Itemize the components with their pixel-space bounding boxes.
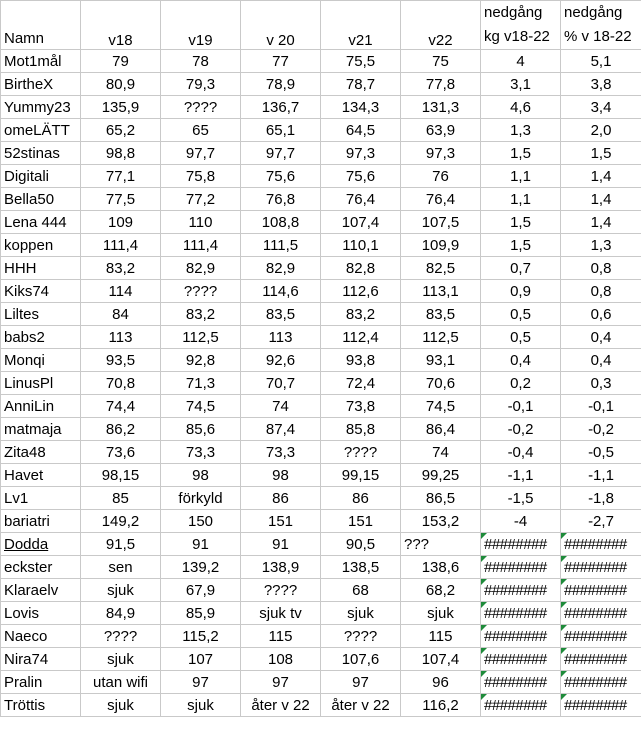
cell-kg[interactable]: 4,6 (481, 96, 561, 119)
cell-v19[interactable]: 73,3 (161, 441, 241, 464)
cell-v20[interactable]: 136,7 (241, 96, 321, 119)
cell-v19[interactable]: 110 (161, 211, 241, 234)
cell-v18[interactable]: sen (81, 556, 161, 579)
cell-v18[interactable]: 149,2 (81, 510, 161, 533)
cell-v19[interactable]: ???? (161, 280, 241, 303)
cell-name[interactable]: Lovis (1, 602, 81, 625)
cell-v19[interactable]: 85,9 (161, 602, 241, 625)
table-row (1, 395, 641, 418)
cell-name[interactable]: eckster (1, 556, 81, 579)
cell-v22[interactable]: 82,5 (401, 257, 481, 280)
table-row (1, 648, 641, 671)
cell-v21[interactable]: 76,4 (321, 188, 401, 211)
header-v21[interactable]: v21 (321, 1, 401, 50)
cell-v21[interactable]: 99,15 (321, 464, 401, 487)
cell-kg[interactable]: 0,5 (481, 303, 561, 326)
cell-v18[interactable]: 73,6 (81, 441, 161, 464)
cell-kg[interactable]: 0,2 (481, 372, 561, 395)
table-row (1, 556, 641, 579)
cell-v21[interactable]: 78,7 (321, 73, 401, 96)
cell-v19[interactable]: 107 (161, 648, 241, 671)
cell-v21[interactable]: 73,8 (321, 395, 401, 418)
table-row (1, 510, 641, 533)
table-row (1, 694, 641, 717)
cell-pct[interactable]: 0,4 (561, 326, 641, 349)
error-flag-icon (481, 694, 487, 700)
error-flag-icon (561, 602, 567, 608)
cell-kg[interactable]: 4 (481, 50, 561, 73)
cell-v18[interactable]: 80,9 (81, 73, 161, 96)
header-v19[interactable]: v19 (161, 1, 241, 50)
cell-name[interactable]: Kiks74 (1, 280, 81, 303)
cell-v22[interactable]: sjuk (401, 602, 481, 625)
cell-v22[interactable]: 63,9 (401, 119, 481, 142)
cell-name[interactable]: Liltes (1, 303, 81, 326)
error-flag-icon (481, 556, 487, 562)
cell-v22[interactable]: 86,5 (401, 487, 481, 510)
cell-kg[interactable]: 3,1 (481, 73, 561, 96)
cell-v20[interactable]: 82,9 (241, 257, 321, 280)
cell-pct[interactable]: ######## (561, 671, 641, 694)
table-row (1, 671, 641, 694)
error-flag-icon (561, 533, 567, 539)
cell-name[interactable]: Klaraelv (1, 579, 81, 602)
cell-name[interactable]: AnniLin (1, 395, 81, 418)
cell-v20[interactable]: ???? (241, 579, 321, 602)
cell-v20[interactable]: 91 (241, 533, 321, 556)
cell-v20[interactable]: åter v 22 (241, 694, 321, 717)
cell-kg[interactable]: ######## (481, 625, 561, 648)
cell-v18[interactable]: 83,2 (81, 257, 161, 280)
cell-name[interactable]: BirtheX (1, 73, 81, 96)
cell-v21[interactable]: 72,4 (321, 372, 401, 395)
cell-name[interactable]: Dodda (1, 533, 81, 556)
cell-v20[interactable]: 97 (241, 671, 321, 694)
table-row (1, 487, 641, 510)
cell-v19[interactable]: 67,9 (161, 579, 241, 602)
cell-v21[interactable]: 112,4 (321, 326, 401, 349)
cell-v18[interactable]: sjuk (81, 694, 161, 717)
table-row (1, 119, 641, 142)
cell-name[interactable]: Lv1 (1, 487, 81, 510)
cell-v21[interactable]: 68 (321, 579, 401, 602)
cell-v22[interactable]: 99,25 (401, 464, 481, 487)
cell-v22[interactable]: 76,4 (401, 188, 481, 211)
cell-v19[interactable]: 97 (161, 671, 241, 694)
error-flag-icon (561, 694, 567, 700)
table-row (1, 579, 641, 602)
cell-kg[interactable]: 1,5 (481, 234, 561, 257)
table-row (1, 257, 641, 280)
cell-v21[interactable]: 112,6 (321, 280, 401, 303)
cell-kg[interactable]: -0,4 (481, 441, 561, 464)
cell-v18[interactable]: 70,8 (81, 372, 161, 395)
cell-v22[interactable]: 153,2 (401, 510, 481, 533)
cell-name[interactable]: Monqi (1, 349, 81, 372)
cell-v21[interactable]: 138,5 (321, 556, 401, 579)
cell-v20[interactable]: 74 (241, 395, 321, 418)
cell-pct[interactable]: ######## (561, 556, 641, 579)
cell-pct[interactable]: -1,1 (561, 464, 641, 487)
cell-kg[interactable]: 1,1 (481, 165, 561, 188)
cell-kg[interactable]: ######## (481, 556, 561, 579)
cell-kg[interactable]: -0,2 (481, 418, 561, 441)
cell-v21[interactable]: 93,8 (321, 349, 401, 372)
table-row (1, 142, 641, 165)
cell-v22[interactable]: 96 (401, 671, 481, 694)
cell-name[interactable]: Zita48 (1, 441, 81, 464)
header-kg-line1: nedgång (484, 4, 543, 21)
cell-v18[interactable]: 84 (81, 303, 161, 326)
cell-pct[interactable]: ######## (561, 648, 641, 671)
cell-v18[interactable]: 74,4 (81, 395, 161, 418)
table-row (1, 50, 641, 73)
table-row (1, 625, 641, 648)
cell-name[interactable]: HHH (1, 257, 81, 280)
cell-v18[interactable]: 93,5 (81, 349, 161, 372)
cell-v22[interactable]: 107,4 (401, 648, 481, 671)
cell-v20[interactable]: 76,8 (241, 188, 321, 211)
cell-pct[interactable]: -1,8 (561, 487, 641, 510)
cell-v22[interactable]: 112,5 (401, 326, 481, 349)
cell-v22[interactable]: 77,8 (401, 73, 481, 96)
cell-name[interactable]: bariatri (1, 510, 81, 533)
cell-v22[interactable]: 70,6 (401, 372, 481, 395)
header-row (1, 1, 641, 50)
cell-name[interactable]: 52stinas (1, 142, 81, 165)
cell-v18[interactable]: sjuk (81, 579, 161, 602)
cell-v20[interactable]: 114,6 (241, 280, 321, 303)
cell-pct[interactable]: 1,5 (561, 142, 641, 165)
cell-v19[interactable]: 75,8 (161, 165, 241, 188)
cell-kg[interactable]: ######## (481, 671, 561, 694)
cell-v19[interactable]: förkyld (161, 487, 241, 510)
cell-v21[interactable]: 107,6 (321, 648, 401, 671)
cell-v20[interactable]: 78,9 (241, 73, 321, 96)
cell-name[interactable]: Digitali (1, 165, 81, 188)
table-row (1, 73, 641, 96)
error-flag-icon (481, 602, 487, 608)
cell-pct[interactable]: ######## (561, 694, 641, 717)
table-row (1, 165, 641, 188)
cell-v21[interactable]: 97,3 (321, 142, 401, 165)
table-row (1, 280, 641, 303)
cell-v22[interactable]: 86,4 (401, 418, 481, 441)
cell-name[interactable]: Bella50 (1, 188, 81, 211)
cell-name[interactable]: omeLÄTT (1, 119, 81, 142)
cell-pct[interactable]: -2,7 (561, 510, 641, 533)
cell-kg[interactable]: 1,3 (481, 119, 561, 142)
cell-v18[interactable]: 77,5 (81, 188, 161, 211)
cell-v19[interactable]: 83,2 (161, 303, 241, 326)
cell-kg[interactable]: ######## (481, 694, 561, 717)
cell-v19[interactable]: 92,8 (161, 349, 241, 372)
cell-pct[interactable]: ######## (561, 579, 641, 602)
table-row (1, 418, 641, 441)
cell-v20[interactable]: 113 (241, 326, 321, 349)
cell-v19[interactable]: 112,5 (161, 326, 241, 349)
cell-v19[interactable]: 78 (161, 50, 241, 73)
cell-v22[interactable]: 75 (401, 50, 481, 73)
cell-name[interactable]: Lena 444 (1, 211, 81, 234)
cell-v21[interactable]: 64,5 (321, 119, 401, 142)
cell-v19[interactable]: 98 (161, 464, 241, 487)
cell-v20[interactable]: sjuk tv (241, 602, 321, 625)
cell-v18[interactable]: 79 (81, 50, 161, 73)
error-flag-icon (481, 648, 487, 654)
cell-v21[interactable]: 134,3 (321, 96, 401, 119)
cell-kg[interactable]: 1,5 (481, 211, 561, 234)
cell-kg[interactable]: 1,5 (481, 142, 561, 165)
cell-v21[interactable]: 90,5 (321, 533, 401, 556)
cell-v18[interactable]: ???? (81, 625, 161, 648)
cell-kg[interactable]: ######## (481, 648, 561, 671)
cell-kg[interactable]: ######## (481, 602, 561, 625)
table-row (1, 234, 641, 257)
cell-v21[interactable]: 75,5 (321, 50, 401, 73)
cell-v21[interactable]: sjuk (321, 602, 401, 625)
cell-pct[interactable]: 3,8 (561, 73, 641, 96)
cell-v21[interactable]: 83,2 (321, 303, 401, 326)
cell-v19[interactable]: 97,7 (161, 142, 241, 165)
cell-v22[interactable]: 131,3 (401, 96, 481, 119)
cell-name[interactable]: Nira74 (1, 648, 81, 671)
cell-pct[interactable]: ######## (561, 533, 641, 556)
cell-v21[interactable]: ???? (321, 441, 401, 464)
table-row (1, 372, 641, 395)
cell-v18[interactable]: 98,8 (81, 142, 161, 165)
cell-v20[interactable]: 108 (241, 648, 321, 671)
cell-name[interactable]: Mot1mål (1, 50, 81, 73)
cell-v18[interactable]: 65,2 (81, 119, 161, 142)
cell-v22[interactable]: 109,9 (401, 234, 481, 257)
cell-v18[interactable]: 113 (81, 326, 161, 349)
cell-v20[interactable]: 92,6 (241, 349, 321, 372)
cell-name[interactable]: koppen (1, 234, 81, 257)
cell-pct[interactable]: 1,4 (561, 165, 641, 188)
header-kg-line2: kg v18-22 (484, 28, 550, 45)
cell-v22[interactable]: 138,6 (401, 556, 481, 579)
cell-v22[interactable]: 116,2 (401, 694, 481, 717)
header-v18[interactable]: v18 (81, 1, 161, 50)
cell-v18[interactable]: 135,9 (81, 96, 161, 119)
cell-v21[interactable]: åter v 22 (321, 694, 401, 717)
cell-v19[interactable]: 65 (161, 119, 241, 142)
cell-pct[interactable]: -0,1 (561, 395, 641, 418)
error-flag-icon (481, 625, 487, 631)
cell-name[interactable]: LinusPl (1, 372, 81, 395)
cell-v19[interactable]: ???? (161, 96, 241, 119)
cell-v22[interactable]: 115 (401, 625, 481, 648)
cell-v20[interactable]: 77 (241, 50, 321, 73)
error-flag-icon (561, 556, 567, 562)
table-row (1, 326, 641, 349)
cell-v19[interactable]: 111,4 (161, 234, 241, 257)
cell-name[interactable]: Yummy23 (1, 96, 81, 119)
cell-kg[interactable]: -1,1 (481, 464, 561, 487)
header-pct-line2: % v 18-22 (564, 28, 632, 45)
cell-v19[interactable]: 82,9 (161, 257, 241, 280)
cell-v19[interactable]: 74,5 (161, 395, 241, 418)
cell-v20[interactable]: 73,3 (241, 441, 321, 464)
cell-v21[interactable]: 107,4 (321, 211, 401, 234)
table-row (1, 349, 641, 372)
cell-v19[interactable]: 115,2 (161, 625, 241, 648)
cell-v20[interactable]: 70,7 (241, 372, 321, 395)
cell-pct[interactable]: 0,3 (561, 372, 641, 395)
cell-kg[interactable]: 0,9 (481, 280, 561, 303)
cell-pct[interactable]: ######## (561, 625, 641, 648)
cell-v20[interactable]: 87,4 (241, 418, 321, 441)
cell-v20[interactable]: 75,6 (241, 165, 321, 188)
table-row (1, 602, 641, 625)
table-row (1, 533, 641, 556)
cell-v21[interactable]: 110,1 (321, 234, 401, 257)
cell-v21[interactable]: 85,8 (321, 418, 401, 441)
cell-pct[interactable]: 0,6 (561, 303, 641, 326)
error-flag-icon (561, 579, 567, 585)
cell-v18[interactable]: 109 (81, 211, 161, 234)
cell-v20[interactable]: 65,1 (241, 119, 321, 142)
cell-kg[interactable]: 0,7 (481, 257, 561, 280)
cell-name[interactable]: matmaja (1, 418, 81, 441)
cell-pct[interactable]: 0,4 (561, 349, 641, 372)
cell-pct[interactable]: 1,4 (561, 211, 641, 234)
error-flag-icon (561, 625, 567, 631)
table-row (1, 464, 641, 487)
cell-v20[interactable]: 83,5 (241, 303, 321, 326)
cell-pct[interactable]: 2,0 (561, 119, 641, 142)
cell-name[interactable]: Tröttis (1, 694, 81, 717)
table-row (1, 96, 641, 119)
cell-kg[interactable]: ######## (481, 533, 561, 556)
cell-kg[interactable]: 0,4 (481, 349, 561, 372)
error-flag-icon (481, 533, 487, 539)
cell-v19[interactable]: 71,3 (161, 372, 241, 395)
cell-v22[interactable]: 74 (401, 441, 481, 464)
cell-name[interactable]: Pralin (1, 671, 81, 694)
cell-v21[interactable]: 86 (321, 487, 401, 510)
cell-v18[interactable]: 114 (81, 280, 161, 303)
cell-v20[interactable]: 98 (241, 464, 321, 487)
cell-v20[interactable]: 115 (241, 625, 321, 648)
cell-v20[interactable]: 108,8 (241, 211, 321, 234)
cell-v22[interactable]: 107,5 (401, 211, 481, 234)
cell-v22[interactable]: 97,3 (401, 142, 481, 165)
cell-kg[interactable]: 0,5 (481, 326, 561, 349)
cell-v18[interactable]: 85 (81, 487, 161, 510)
cell-v20[interactable]: 86 (241, 487, 321, 510)
cell-name[interactable]: babs2 (1, 326, 81, 349)
cell-v20[interactable]: 111,5 (241, 234, 321, 257)
cell-v22[interactable]: 76 (401, 165, 481, 188)
cell-pct[interactable]: -0,5 (561, 441, 641, 464)
header-kg[interactable] (481, 1, 561, 50)
cell-kg[interactable]: -4 (481, 510, 561, 533)
cell-v18[interactable]: 111,4 (81, 234, 161, 257)
cell-v20[interactable]: 138,9 (241, 556, 321, 579)
cell-kg[interactable]: 1,1 (481, 188, 561, 211)
error-flag-icon (561, 671, 567, 677)
table-row (1, 211, 641, 234)
cell-v22[interactable]: 113,1 (401, 280, 481, 303)
table-row (1, 303, 641, 326)
cell-kg[interactable]: -1,5 (481, 487, 561, 510)
cell-v18[interactable]: sjuk (81, 648, 161, 671)
cell-v19[interactable]: 139,2 (161, 556, 241, 579)
header-pct[interactable] (561, 1, 641, 50)
cell-name[interactable]: Havet (1, 464, 81, 487)
cell-pct[interactable]: 1,4 (561, 188, 641, 211)
cell-v22[interactable]: 93,1 (401, 349, 481, 372)
cell-kg[interactable]: ######## (481, 579, 561, 602)
cell-v18[interactable]: 86,2 (81, 418, 161, 441)
cell-v21[interactable]: 75,6 (321, 165, 401, 188)
cell-v18[interactable]: 84,9 (81, 602, 161, 625)
cell-v18[interactable]: 98,15 (81, 464, 161, 487)
cell-pct[interactable]: 3,4 (561, 96, 641, 119)
cell-v22[interactable]: 68,2 (401, 579, 481, 602)
cell-pct[interactable]: 0,8 (561, 257, 641, 280)
error-flag-icon (561, 648, 567, 654)
cell-pct[interactable]: -0,2 (561, 418, 641, 441)
header-name[interactable]: Namn (1, 1, 81, 50)
header-pct-line1: nedgång (564, 4, 623, 21)
error-flag-icon (481, 579, 487, 585)
header-v20[interactable]: v 20 (241, 1, 321, 50)
cell-kg[interactable]: -0,1 (481, 395, 561, 418)
cell-pct[interactable]: 5,1 (561, 50, 641, 73)
cell-v22[interactable]: ??? (401, 533, 481, 556)
cell-v18[interactable]: 77,1 (81, 165, 161, 188)
table-row (1, 441, 641, 464)
cell-v19[interactable]: 79,3 (161, 73, 241, 96)
cell-pct[interactable]: 0,8 (561, 280, 641, 303)
error-flag-icon (481, 671, 487, 677)
cell-name[interactable]: Naeco (1, 625, 81, 648)
cell-v20[interactable]: 151 (241, 510, 321, 533)
cell-v19[interactable]: 150 (161, 510, 241, 533)
cell-pct[interactable]: 1,3 (561, 234, 641, 257)
cell-v22[interactable]: 83,5 (401, 303, 481, 326)
cell-v21[interactable]: 151 (321, 510, 401, 533)
cell-v19[interactable]: 85,6 (161, 418, 241, 441)
cell-v19[interactable]: sjuk (161, 694, 241, 717)
cell-v19[interactable]: 77,2 (161, 188, 241, 211)
cell-v18[interactable]: 91,5 (81, 533, 161, 556)
cell-v20[interactable]: 97,7 (241, 142, 321, 165)
header-v22[interactable]: v22 (401, 1, 481, 50)
cell-v21[interactable]: ???? (321, 625, 401, 648)
cell-v21[interactable]: 97 (321, 671, 401, 694)
table-row (1, 188, 641, 211)
cell-v18[interactable]: utan wifi (81, 671, 161, 694)
cell-v22[interactable]: 74,5 (401, 395, 481, 418)
cell-pct[interactable]: ######## (561, 602, 641, 625)
cell-v19[interactable]: 91 (161, 533, 241, 556)
cell-v21[interactable]: 82,8 (321, 257, 401, 280)
